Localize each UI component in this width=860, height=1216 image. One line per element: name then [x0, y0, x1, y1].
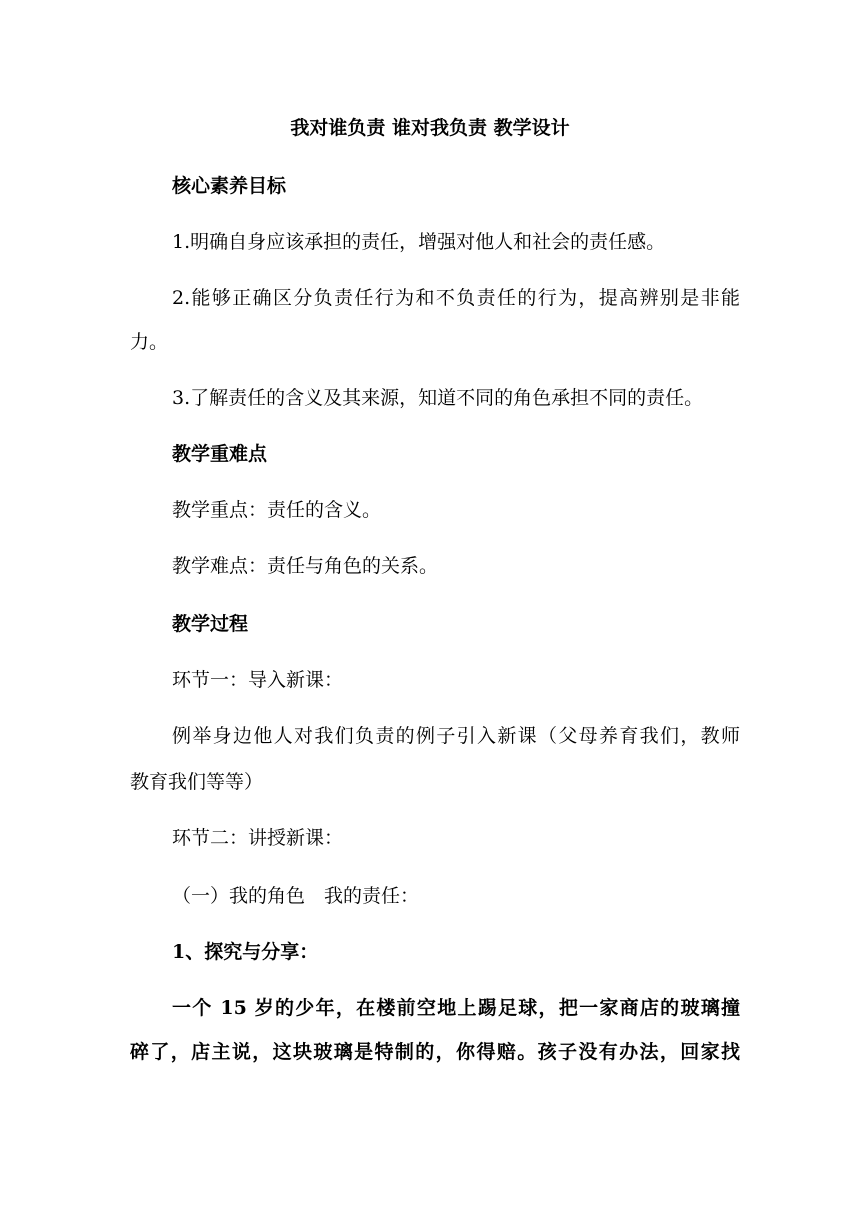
step-2-heading: 环节二：讲授新课：: [172, 827, 344, 849]
step-1-heading: 环节一：导入新课：: [172, 669, 344, 691]
section-heading-goals: 核心素养目标: [172, 175, 287, 197]
part-1-heading: （一）我的角色 我的责任：: [172, 885, 420, 907]
difficulty-text: 教学难点：责任与角色的关系。: [172, 555, 439, 577]
story-text-line-1: 一个 15 岁的少年，在楼前空地上踢足球，把一家商店的玻璃撞: [172, 997, 740, 1019]
keypoint-text: 教学重点：责任的含义。: [172, 499, 382, 521]
section-heading-process: 教学过程: [172, 613, 249, 635]
step-1-text-line-1: 例举身边他人对我们负责的例子引入新课（父母养育我们，教师: [172, 725, 740, 747]
story-text-line-2: 碎了，店主说，这块玻璃是特制的，你得赔。孩子没有办法，回家找: [130, 1041, 740, 1063]
activity-1-heading: 1、探究与分享：: [172, 941, 319, 963]
goal-item-2-line-2: 力。: [130, 331, 169, 353]
goal-item-3: 3.了解责任的含义及其来源，知道不同的角色承担不同的责任。: [172, 387, 704, 409]
goal-item-2-line-1: 2.能够正确区分负责任行为和不负责任的行为，提高辨别是非能: [172, 287, 740, 309]
goal-item-1: 1.明确自身应该承担的责任，增强对他人和社会的责任感。: [172, 231, 666, 253]
step-1-text-line-2: 教育我们等等）: [130, 771, 264, 793]
section-heading-keypoints: 教学重难点: [172, 443, 268, 465]
document-title: 我对谁负责 谁对我负责 教学设计: [290, 117, 570, 139]
